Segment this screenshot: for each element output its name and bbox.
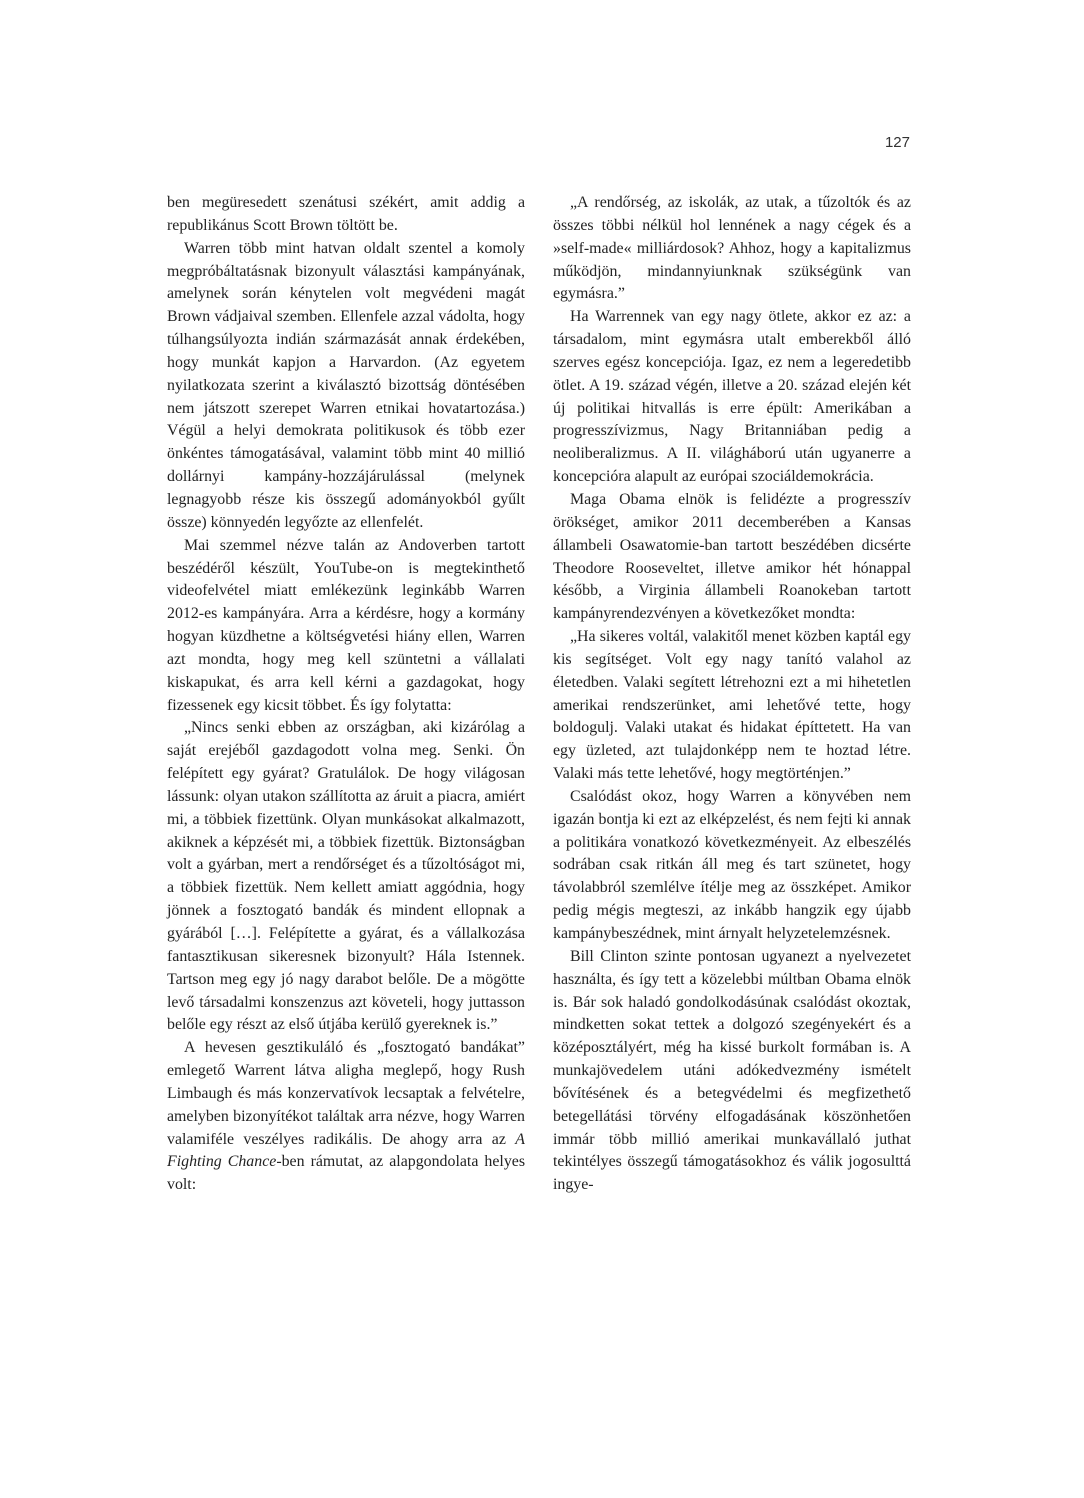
right-paragraph-5: Csalódást okoz, hogy Warren a könyvében nem igazán bontja ki ezt az elképzelést, és nem fejti ki annak a politikára vonatkozó következményeit. Az elbeszélés sodrában csak ritkán áll meg és tart szünetet, hogy távolabbról szemlélve ítélje meg az összképet. Amikor pedig mégis megteszi, az inkább hangzik egy újabb kampánybeszédnek, mint árnyalt helyzetelemzésnek. (553, 787, 911, 942)
page-number: 127 (884, 134, 910, 151)
right-quote-continued: „A rendőrség, az iskolák, az utak, a tűzoltók és az összes többi nélkül hol lennének a nagy cégek és a »self-made« milliárdosok? Ahhoz, hogy a kapitalizmus működjön, mindannyiunknak szükségünk van egymásra.” (553, 194, 911, 303)
left-paragraph-5 (167, 1037, 525, 1197)
right-paragraph-3: Maga Obama elnök is felidézte a progresszív örökséget, amikor 2011 decemberében a Kansas állambeli Osawatomie-ban tartott beszédében dicsérte Theodore Rooseveltet, illetve amikor hét hónappal később, a Virginia állambeli Roanokeban tartott kampányrendezvényen a következőket mondta: (553, 490, 911, 623)
right-paragraph-6: Bill Clinton szinte pontosan ugyanezt a nyelvezetet használta, és így tett a közelebbi múltban Obama elnök is. Bár sok haladó gondolkodásúnak csalódást okoztak, mindketten sokat tettek a dolgozó szegényekért és a középosztályért, még ha kissé burkolt formában is. A munkajövedelem utáni adókedvezmény ismételt bővítésének és a betegvédelmi és megfizethető betegellátási törvény elfogadásának köszönhetően immár több millió amerikai munkavállaló juthat tekintélyes összegű támogatásokhoz és válik jogosulttá ingye- (553, 947, 911, 1194)
right-paragraph-2: Ha Warrennek van egy nagy ötlete, akkor ez az: a társadalom, mint egymásra utalt emberekből álló szerves egész koncepciója. Igaz, ez nem a legeredetibb ötlet. A 19. század végén, illetve a 20. század elején két új politikai hitvallás is erre épült: Amerikában a progresszívizmus, Nagy Britanniában pedig a neoliberalizmus. A II. világháború után ugyanerre a koncepcióra alapult az európai szociáldemokrácia. (553, 308, 911, 486)
right-column (553, 192, 911, 1197)
book-title: A Fighting Chance (167, 1130, 525, 1171)
left-paragraph-1: ben megüresedett szenátusi székért, amit addig a republikánus Scott Brown töltött be. (167, 194, 525, 234)
left-paragraph-5-end: -ben rámutat, az alapgondolata helyes volt: (167, 1153, 525, 1194)
left-quote-warren: „Nincs senki ebben az országban, aki kizárólag a saját erejéből gazdagodott volna meg. Senki. Ön felépített egy gyárat? Gratulálok. De hogy világosan lássunk: olyan utakon szállította az áruit a piacra, amiért mi, a többiek fizettünk. Olyan munkásokat alkalmazott, akiknek a képzését mi, a többiek fizettük. Biztonságban volt a gyárban, mert a rendőrséget és a tűzoltóságot mi, a többiek fizettük. Nem kellett amiatt aggódnia, hogy jönnek a fosztogató bandák és mindent ellopnak a gyárából […]. Felépítette a gyárat, és a vállalkozása fantasztikusan sikeresnek bizonyult? Hála Istennek. Tartson meg egy jó nagy darabot belőle. De a mögötte levő társadalmi konszenzus azt követeli, hogy juttasson belőle egy részt az első útjába kerülő gyereknek is.” (167, 719, 525, 1034)
right-quote-obama: „Ha sikeres voltál, valakitől menet közben kaptál egy kis segítséget. Volt egy nagy tanító valahol az életedben. Valaki segített létrehozni ezt a mi hihetetlen amerikai rendszerünket, ami lehetővé tette, hogy boldogulj. Valaki utakat és hidakat építtetett. Ha van egy üzleted, azt tulajdonképp nem te hoztad létre. Valaki más tette lehetővé, hogy megtörténjen.” (553, 628, 911, 783)
left-column (167, 192, 525, 1197)
left-paragraph-3: Mai szemmel nézve talán az Andoverben tartott beszédéről készült, YouTube-on is megtekinthető videofelvétel miatt emlékezünk leginkább Warren 2012-es kampányára. Arra a kérdésre, hogy a kormány hogyan küzdhetne a költségvetési hiány ellen, Warren azt mondta, hogy meg kell szüntetni a vállalati kiskapukat, és arra kell kérni a gazdagokat, hogy fizessenek egy kicsit többet. És így folytatta: (167, 536, 525, 714)
left-paragraph-5-start: A hevesen gesztikuláló és „fosztogató bandákat” emlegető Warrent látva aligha meglepő, hogy Rush Limbaugh és más konzervatívok lecsaptak a felvételre, amelyben bizonyítékot találtak arra nézve, hogy Warren valamiféle veszélyes radikális. De ahogy arra az (167, 1039, 525, 1148)
left-paragraph-2: Warren több mint hatvan oldalt szentel a komoly megpróbáltatásnak bizonyult választási kampányának, amelynek során kénytelen volt megvédeni magát Brown vádjaival szemben. Ellenfele azzal vádolta, hogy túlhangsúlyozta indián származását annak érdekében, hogy munkát kapjon a Harvardon. (Az egyetem nyilatkozata szerint a kiválasztó bizottság döntésében nem játszott szerepet Warren etnikai hovatartozása.) Végül a helyi demokrata politikusok és több ezer önkéntes támogatásával, valamint több mint 40 millió dollárnyi kampány-hozzájárulással (melynek legnagyobb része kis összegű adományokból gyűlt össze) könnyedén legyőzte az ellenfelét. (167, 239, 525, 531)
